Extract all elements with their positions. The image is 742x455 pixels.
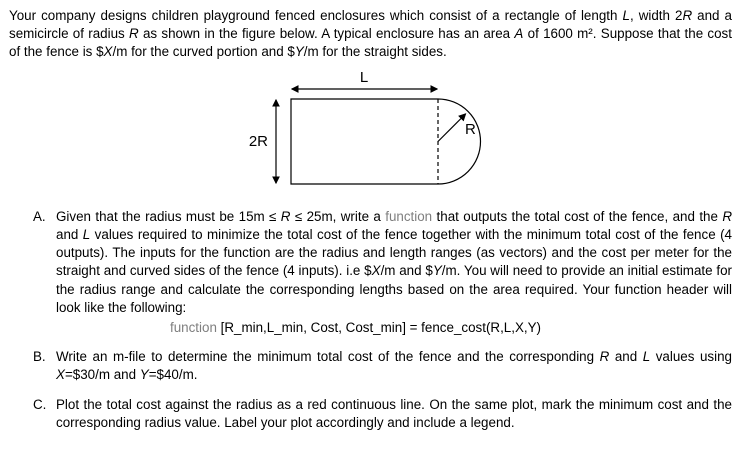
length-label: L bbox=[359, 70, 368, 86]
text-segment: Plot the total cost against the radius as a red continuous line. On the same plot, mark the minimum cost and the corresponding radius value. Label your plot accordingly and include a legend. bbox=[56, 396, 732, 430]
text-segment: /m for the curved portion and $ bbox=[112, 44, 295, 60]
math-var: Y bbox=[139, 367, 149, 383]
intro-paragraph bbox=[9, 7, 732, 62]
math-var: R bbox=[722, 208, 732, 224]
text-segment: that outputs the total cost of the fence, and the bbox=[432, 208, 723, 224]
code-rest: [R_min,L_min, Cost, Cost_min] = fence_cost(R,L,X,Y) bbox=[216, 319, 542, 335]
math-var: L bbox=[82, 226, 91, 242]
item-body bbox=[56, 208, 732, 338]
text-segment: =$40/m. bbox=[148, 367, 198, 383]
math-var: Y bbox=[432, 263, 442, 279]
math-var: X bbox=[371, 263, 381, 279]
code-keyword: function bbox=[385, 208, 433, 224]
math-var: X bbox=[103, 44, 113, 60]
item-label: A. bbox=[33, 208, 46, 224]
math-var: R bbox=[280, 208, 291, 224]
math-var: R bbox=[599, 349, 610, 365]
enclosure-figure bbox=[9, 71, 732, 193]
math-var: L bbox=[642, 349, 651, 365]
task-item-c bbox=[9, 396, 732, 432]
math-var: Y bbox=[294, 44, 304, 60]
task-list bbox=[9, 208, 732, 432]
text-segment: Given that the radius must be 15m ≤ bbox=[56, 208, 281, 224]
item-label: B. bbox=[33, 349, 46, 365]
task-item-a bbox=[9, 208, 732, 338]
text-segment: Write an m-file to determine the minimum total cost of the fence and the corresponding bbox=[56, 349, 600, 365]
text-segment: /m. You will need to provide an initial estimate for the radius range and calculate the corresponding lengths based on the area required. Your function header will look like the following: bbox=[56, 263, 733, 315]
code-keyword: function bbox=[170, 319, 217, 335]
function-header bbox=[170, 319, 732, 337]
item-body bbox=[56, 348, 732, 384]
math-var: L bbox=[622, 8, 630, 23]
item-c-text bbox=[56, 396, 732, 432]
text-segment: of 1600 m². Suppose that the cost of the fence is $ bbox=[9, 26, 732, 60]
text-segment: , width 2 bbox=[629, 8, 683, 23]
text-segment: Your company designs children playground fenced enclosures which consist of a rectangle of length bbox=[9, 8, 623, 23]
math-var: R bbox=[682, 8, 693, 23]
item-label: C. bbox=[33, 396, 47, 412]
text-segment: =$30/m and bbox=[64, 367, 140, 383]
task-item-b bbox=[9, 348, 732, 384]
text-segment: /m for the straight sides. bbox=[303, 44, 447, 60]
radius-label: R bbox=[464, 120, 476, 138]
rect-outline bbox=[291, 99, 438, 184]
text-segment: and bbox=[609, 349, 643, 365]
item-a-text bbox=[56, 208, 732, 317]
text-segment: values required to minimize the total cost of the fence together with the minimum total cost of the fence (4 outputs). The inputs for the function are the radius and length ranges (as vectors) and the cost per meter for the straight and curved sides of the fence (4 inputs). i.e $ bbox=[56, 226, 732, 279]
text-segment: and bbox=[56, 226, 83, 242]
item-b-text bbox=[56, 348, 732, 384]
text-segment: and a semicircle of radius bbox=[9, 8, 732, 42]
semicircle-arc bbox=[438, 99, 481, 184]
text-segment: /m and $ bbox=[380, 263, 433, 279]
width-label: 2R bbox=[248, 132, 268, 150]
text-segment: ≤ 25m, write a bbox=[290, 208, 386, 224]
radius-arrow bbox=[438, 114, 466, 142]
math-var: R bbox=[129, 26, 139, 42]
enclosure-diagram bbox=[246, 71, 496, 193]
text-segment: values using bbox=[650, 349, 732, 365]
math-var: X bbox=[56, 367, 65, 383]
item-body bbox=[56, 396, 732, 432]
text-segment: as shown in the figure below. A typical enclosure has an area bbox=[138, 26, 515, 42]
math-var: A bbox=[514, 26, 524, 42]
